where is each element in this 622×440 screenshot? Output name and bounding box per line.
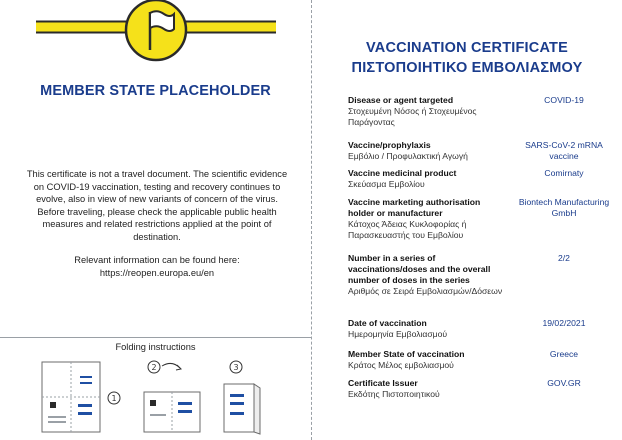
relevant-info-url[interactable]: https://reopen.europa.eu/en [99, 267, 215, 278]
field-label-gr: Σκεύασμα Εμβολίου [348, 179, 425, 189]
certificate-title-gr: ΠΙΣΤΟΠΟΙΗΤΙΚΟ ΕΜΒΟΛΙΑΣΜΟΥ [351, 60, 583, 76]
field-value: Biontech Manufacturing GmbH [518, 197, 610, 218]
section-divider [0, 337, 311, 338]
field-label-gr: Κάτοχος Άδειας Κυκλοφορίας ή Παρασκευαστής του Εμβολίου [348, 219, 467, 240]
relevant-info [26, 254, 288, 279]
field-value: Comirnaty [544, 168, 584, 178]
field-label-en: Vaccine/prophylaxis [348, 140, 431, 150]
field-label-en: Date of vaccination [348, 318, 427, 328]
field-label-gr: Εμβόλιο / Προφυλακτική Αγωγή [348, 151, 468, 161]
folding-steps-icon [40, 354, 280, 438]
fold-step-2-number: 2 [151, 363, 157, 372]
field-value: SARS-CoV-2 mRNA vaccine [525, 140, 603, 161]
certificate-title-en: VACCINATION CERTIFICATE [366, 40, 568, 56]
fold-step-3-sheet [224, 384, 260, 434]
field-label-gr: Ημερομηνία Εμβολιασμού [348, 329, 448, 339]
field-label-en: Member State of vaccination [348, 349, 465, 359]
field-label-en: Disease or agent targeted [348, 95, 454, 105]
fold-step-2-sheet [144, 392, 200, 432]
certificate-title [312, 38, 622, 78]
field-label-en: Certificate Issuer [348, 378, 418, 388]
field-label-gr: Στοχευμένη Νόσος ή Στοχευμένος Παράγοντας [348, 106, 477, 127]
field-value: Greece [549, 349, 579, 359]
field-label-en: Vaccine marketing authorisation holder or manufacturer [348, 197, 481, 218]
field-value: GOV.GR [547, 378, 581, 388]
disclaimer-text: This certificate is not a travel document. The scientific evidence on COVID-19 vaccination, testing and recovery continues to evolve, also in view of new variants of concern of the virus. Before traveling, please check the applicable public health measures and related restrictions applied at the point of destination. [26, 169, 288, 242]
flag-emblem-icon [36, 0, 276, 66]
field-value: 2/2 [558, 253, 570, 263]
fold-step-3-number: 3 [233, 363, 239, 372]
field-value: 19/02/2021 [542, 318, 586, 328]
member-state-title: MEMBER STATE PLACEHOLDER [40, 83, 271, 99]
right-panel [312, 0, 622, 440]
fold-step-1-sheet [42, 362, 100, 432]
field-label-en: Vaccine medicinal product [348, 168, 457, 178]
field-value: COVID-19 [544, 95, 584, 105]
field-label-en: Number in a series of vaccinations/doses and the overall number of doses in the series [348, 253, 491, 285]
fold-step-1-number: 1 [111, 394, 117, 403]
field-label-gr: Κράτος Μέλος εμβολιασμού [348, 360, 454, 370]
folding-instructions-title: Folding instructions [115, 342, 196, 352]
relevant-info-label: Relevant information can be found here: [74, 255, 240, 265]
field-label-gr: Αριθμός σε Σειρά Εμβολιασμών/Δόσεων [348, 286, 503, 296]
field-label-gr: Εκδότης Πιστοποιητικού [348, 389, 440, 399]
